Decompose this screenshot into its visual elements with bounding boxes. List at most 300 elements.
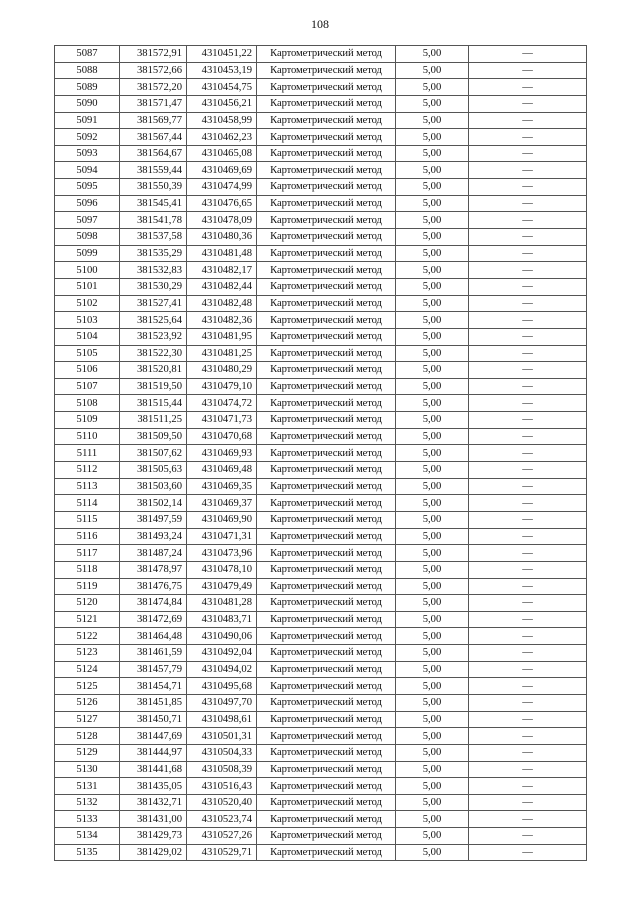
- method-cell: Картометрический метод: [257, 511, 396, 528]
- description-cell: —: [469, 145, 587, 162]
- x-coordinate-cell: 381429,02: [120, 844, 187, 861]
- description-cell: —: [469, 811, 587, 828]
- accuracy-cell: 5,00: [396, 129, 469, 146]
- accuracy-cell: 5,00: [396, 212, 469, 229]
- method-cell: Картометрический метод: [257, 312, 396, 329]
- y-coordinate-cell: 4310508,39: [187, 761, 257, 778]
- method-cell: Картометрический метод: [257, 711, 396, 728]
- y-coordinate-cell: 4310458,99: [187, 112, 257, 129]
- description-cell: —: [469, 528, 587, 545]
- table-row: [55, 495, 587, 512]
- y-coordinate-cell: 4310474,99: [187, 179, 257, 196]
- y-coordinate-cell: 4310516,43: [187, 778, 257, 795]
- method-cell: Картометрический метод: [257, 295, 396, 312]
- y-coordinate-cell: 4310498,61: [187, 711, 257, 728]
- method-cell: Картометрический метод: [257, 794, 396, 811]
- table-row: [55, 694, 587, 711]
- table-row: [55, 678, 587, 695]
- description-cell: —: [469, 295, 587, 312]
- description-cell: —: [469, 79, 587, 96]
- accuracy-cell: 5,00: [396, 495, 469, 512]
- method-cell: Картометрический метод: [257, 728, 396, 745]
- point-number-cell: 5131: [55, 778, 120, 795]
- accuracy-cell: 5,00: [396, 628, 469, 645]
- description-cell: —: [469, 129, 587, 146]
- point-number-cell: 5130: [55, 761, 120, 778]
- accuracy-cell: 5,00: [396, 678, 469, 695]
- description-cell: —: [469, 728, 587, 745]
- y-coordinate-cell: 4310480,29: [187, 362, 257, 379]
- method-cell: Картометрический метод: [257, 744, 396, 761]
- y-coordinate-cell: 4310469,90: [187, 511, 257, 528]
- accuracy-cell: 5,00: [396, 295, 469, 312]
- accuracy-cell: 5,00: [396, 811, 469, 828]
- point-number-cell: 5119: [55, 578, 120, 595]
- method-cell: Картометрический метод: [257, 545, 396, 562]
- point-number-cell: 5129: [55, 744, 120, 761]
- table-row: [55, 229, 587, 246]
- point-number-cell: 5108: [55, 395, 120, 412]
- x-coordinate-cell: 381503,60: [120, 478, 187, 495]
- description-cell: —: [469, 245, 587, 262]
- table-row: [55, 645, 587, 662]
- accuracy-cell: 5,00: [396, 478, 469, 495]
- method-cell: Картометрический метод: [257, 495, 396, 512]
- x-coordinate-cell: 381431,00: [120, 811, 187, 828]
- accuracy-cell: 5,00: [396, 412, 469, 429]
- table-row: [55, 278, 587, 295]
- description-cell: —: [469, 844, 587, 861]
- y-coordinate-cell: 4310465,08: [187, 145, 257, 162]
- table-row: [55, 595, 587, 612]
- y-coordinate-cell: 4310478,09: [187, 212, 257, 229]
- x-coordinate-cell: 381502,14: [120, 495, 187, 512]
- method-cell: Картометрический метод: [257, 278, 396, 295]
- table-row: [55, 545, 587, 562]
- description-cell: —: [469, 62, 587, 79]
- table-row: [55, 129, 587, 146]
- y-coordinate-cell: 4310478,10: [187, 561, 257, 578]
- x-coordinate-cell: 381545,41: [120, 195, 187, 212]
- y-coordinate-cell: 4310469,37: [187, 495, 257, 512]
- method-cell: Картометрический метод: [257, 811, 396, 828]
- table-row: [55, 744, 587, 761]
- method-cell: Картометрический метод: [257, 761, 396, 778]
- accuracy-cell: 5,00: [396, 245, 469, 262]
- x-coordinate-cell: 381505,63: [120, 462, 187, 479]
- description-cell: —: [469, 378, 587, 395]
- x-coordinate-cell: 381564,67: [120, 145, 187, 162]
- x-coordinate-cell: 381550,39: [120, 179, 187, 196]
- accuracy-cell: 5,00: [396, 95, 469, 112]
- table-row: [55, 295, 587, 312]
- table-row: [55, 511, 587, 528]
- table-row: [55, 661, 587, 678]
- y-coordinate-cell: 4310469,48: [187, 462, 257, 479]
- x-coordinate-cell: 381497,59: [120, 511, 187, 528]
- description-cell: —: [469, 179, 587, 196]
- x-coordinate-cell: 381472,69: [120, 611, 187, 628]
- y-coordinate-cell: 4310453,19: [187, 62, 257, 79]
- table-row: [55, 112, 587, 129]
- table-row: [55, 328, 587, 345]
- accuracy-cell: 5,00: [396, 844, 469, 861]
- method-cell: Картометрический метод: [257, 645, 396, 662]
- method-cell: Картометрический метод: [257, 95, 396, 112]
- x-coordinate-cell: 381572,66: [120, 62, 187, 79]
- table-row: [55, 428, 587, 445]
- table-row: [55, 462, 587, 479]
- description-cell: —: [469, 761, 587, 778]
- accuracy-cell: 5,00: [396, 561, 469, 578]
- accuracy-cell: 5,00: [396, 828, 469, 845]
- method-cell: Картометрический метод: [257, 844, 396, 861]
- x-coordinate-cell: 381571,47: [120, 95, 187, 112]
- description-cell: —: [469, 229, 587, 246]
- accuracy-cell: 5,00: [396, 694, 469, 711]
- x-coordinate-cell: 381429,73: [120, 828, 187, 845]
- point-number-cell: 5124: [55, 661, 120, 678]
- method-cell: Картометрический метод: [257, 528, 396, 545]
- accuracy-cell: 5,00: [396, 278, 469, 295]
- y-coordinate-cell: 4310469,69: [187, 162, 257, 179]
- method-cell: Картометрический метод: [257, 362, 396, 379]
- point-number-cell: 5127: [55, 711, 120, 728]
- point-number-cell: 5091: [55, 112, 120, 129]
- description-cell: —: [469, 694, 587, 711]
- description-cell: —: [469, 278, 587, 295]
- coordinates-table: [54, 45, 587, 861]
- point-number-cell: 5087: [55, 46, 120, 63]
- x-coordinate-cell: 381507,62: [120, 445, 187, 462]
- x-coordinate-cell: 381572,91: [120, 46, 187, 63]
- y-coordinate-cell: 4310501,31: [187, 728, 257, 745]
- y-coordinate-cell: 4310469,93: [187, 445, 257, 462]
- accuracy-cell: 5,00: [396, 545, 469, 562]
- table-row: [55, 412, 587, 429]
- y-coordinate-cell: 4310482,48: [187, 295, 257, 312]
- accuracy-cell: 5,00: [396, 145, 469, 162]
- description-cell: —: [469, 645, 587, 662]
- description-cell: —: [469, 778, 587, 795]
- description-cell: —: [469, 511, 587, 528]
- x-coordinate-cell: 381457,79: [120, 661, 187, 678]
- x-coordinate-cell: 381476,75: [120, 578, 187, 595]
- table-row: [55, 195, 587, 212]
- description-cell: —: [469, 362, 587, 379]
- accuracy-cell: 5,00: [396, 578, 469, 595]
- table-row: [55, 262, 587, 279]
- x-coordinate-cell: 381444,97: [120, 744, 187, 761]
- x-coordinate-cell: 381451,85: [120, 694, 187, 711]
- x-coordinate-cell: 381525,64: [120, 312, 187, 329]
- table-row: [55, 378, 587, 395]
- point-number-cell: 5095: [55, 179, 120, 196]
- description-cell: —: [469, 611, 587, 628]
- x-coordinate-cell: 381523,92: [120, 328, 187, 345]
- table-row: [55, 46, 587, 63]
- table-row: [55, 828, 587, 845]
- point-number-cell: 5120: [55, 595, 120, 612]
- method-cell: Картометрический метод: [257, 395, 396, 412]
- description-cell: —: [469, 412, 587, 429]
- method-cell: Картометрический метод: [257, 661, 396, 678]
- x-coordinate-cell: 381532,83: [120, 262, 187, 279]
- y-coordinate-cell: 4310456,21: [187, 95, 257, 112]
- table-row: [55, 179, 587, 196]
- method-cell: Картометрический метод: [257, 129, 396, 146]
- method-cell: Картометрический метод: [257, 595, 396, 612]
- method-cell: Картометрический метод: [257, 245, 396, 262]
- y-coordinate-cell: 4310527,26: [187, 828, 257, 845]
- table-row: [55, 95, 587, 112]
- point-number-cell: 5121: [55, 611, 120, 628]
- y-coordinate-cell: 4310523,74: [187, 811, 257, 828]
- y-coordinate-cell: 4310482,44: [187, 278, 257, 295]
- method-cell: Картометрический метод: [257, 462, 396, 479]
- description-cell: —: [469, 212, 587, 229]
- x-coordinate-cell: 381474,84: [120, 595, 187, 612]
- description-cell: —: [469, 595, 587, 612]
- table-row: [55, 245, 587, 262]
- point-number-cell: 5110: [55, 428, 120, 445]
- point-number-cell: 5106: [55, 362, 120, 379]
- description-cell: —: [469, 661, 587, 678]
- y-coordinate-cell: 4310481,48: [187, 245, 257, 262]
- y-coordinate-cell: 4310479,49: [187, 578, 257, 595]
- description-cell: —: [469, 46, 587, 63]
- point-number-cell: 5128: [55, 728, 120, 745]
- method-cell: Картометрический метод: [257, 229, 396, 246]
- accuracy-cell: 5,00: [396, 112, 469, 129]
- y-coordinate-cell: 4310494,02: [187, 661, 257, 678]
- method-cell: Картометрический метод: [257, 828, 396, 845]
- y-coordinate-cell: 4310469,35: [187, 478, 257, 495]
- y-coordinate-cell: 4310451,22: [187, 46, 257, 63]
- page-number: 108: [311, 17, 329, 31]
- point-number-cell: 5105: [55, 345, 120, 362]
- point-number-cell: 5092: [55, 129, 120, 146]
- table-row: [55, 345, 587, 362]
- y-coordinate-cell: 4310474,72: [187, 395, 257, 412]
- point-number-cell: 5111: [55, 445, 120, 462]
- description-cell: —: [469, 95, 587, 112]
- x-coordinate-cell: 381441,68: [120, 761, 187, 778]
- description-cell: —: [469, 711, 587, 728]
- y-coordinate-cell: 4310495,68: [187, 678, 257, 695]
- y-coordinate-cell: 4310492,04: [187, 645, 257, 662]
- method-cell: Картометрический метод: [257, 195, 396, 212]
- y-coordinate-cell: 4310529,71: [187, 844, 257, 861]
- y-coordinate-cell: 4310481,25: [187, 345, 257, 362]
- point-number-cell: 5101: [55, 278, 120, 295]
- method-cell: Картометрический метод: [257, 345, 396, 362]
- x-coordinate-cell: 381530,29: [120, 278, 187, 295]
- point-number-cell: 5112: [55, 462, 120, 479]
- y-coordinate-cell: 4310479,10: [187, 378, 257, 395]
- method-cell: Картометрический метод: [257, 478, 396, 495]
- y-coordinate-cell: 4310490,06: [187, 628, 257, 645]
- y-coordinate-cell: 4310481,95: [187, 328, 257, 345]
- accuracy-cell: 5,00: [396, 328, 469, 345]
- point-number-cell: 5099: [55, 245, 120, 262]
- table-row: [55, 145, 587, 162]
- x-coordinate-cell: 381522,30: [120, 345, 187, 362]
- description-cell: —: [469, 428, 587, 445]
- description-cell: —: [469, 445, 587, 462]
- y-coordinate-cell: 4310471,31: [187, 528, 257, 545]
- x-coordinate-cell: 381478,97: [120, 561, 187, 578]
- accuracy-cell: 5,00: [396, 611, 469, 628]
- accuracy-cell: 5,00: [396, 428, 469, 445]
- accuracy-cell: 5,00: [396, 528, 469, 545]
- x-coordinate-cell: 381535,29: [120, 245, 187, 262]
- table-row: [55, 728, 587, 745]
- method-cell: Картометрический метод: [257, 611, 396, 628]
- y-coordinate-cell: 4310520,40: [187, 794, 257, 811]
- point-number-cell: 5113: [55, 478, 120, 495]
- method-cell: Картометрический метод: [257, 112, 396, 129]
- method-cell: Картометрический метод: [257, 179, 396, 196]
- point-number-cell: 5100: [55, 262, 120, 279]
- description-cell: —: [469, 495, 587, 512]
- table-row: [55, 711, 587, 728]
- table-row: [55, 162, 587, 179]
- x-coordinate-cell: 381447,69: [120, 728, 187, 745]
- description-cell: —: [469, 345, 587, 362]
- table-row: [55, 578, 587, 595]
- y-coordinate-cell: 4310481,28: [187, 595, 257, 612]
- table-row: [55, 561, 587, 578]
- x-coordinate-cell: 381520,81: [120, 362, 187, 379]
- method-cell: Картометрический метод: [257, 778, 396, 795]
- table-row: [55, 395, 587, 412]
- point-number-cell: 5116: [55, 528, 120, 545]
- y-coordinate-cell: 4310476,65: [187, 195, 257, 212]
- accuracy-cell: 5,00: [396, 195, 469, 212]
- description-cell: —: [469, 462, 587, 479]
- x-coordinate-cell: 381569,77: [120, 112, 187, 129]
- method-cell: Картометрический метод: [257, 162, 396, 179]
- method-cell: Картометрический метод: [257, 412, 396, 429]
- description-cell: —: [469, 794, 587, 811]
- accuracy-cell: 5,00: [396, 445, 469, 462]
- point-number-cell: 5115: [55, 511, 120, 528]
- x-coordinate-cell: 381515,44: [120, 395, 187, 412]
- point-number-cell: 5094: [55, 162, 120, 179]
- method-cell: Картометрический метод: [257, 79, 396, 96]
- accuracy-cell: 5,00: [396, 362, 469, 379]
- x-coordinate-cell: 381519,50: [120, 378, 187, 395]
- method-cell: Картометрический метод: [257, 62, 396, 79]
- table-row: [55, 79, 587, 96]
- method-cell: Картометрический метод: [257, 578, 396, 595]
- method-cell: Картометрический метод: [257, 445, 396, 462]
- table-row: [55, 628, 587, 645]
- point-number-cell: 5134: [55, 828, 120, 845]
- table-row: [55, 362, 587, 379]
- y-coordinate-cell: 4310497,70: [187, 694, 257, 711]
- point-number-cell: 5097: [55, 212, 120, 229]
- point-number-cell: 5109: [55, 412, 120, 429]
- point-number-cell: 5098: [55, 229, 120, 246]
- x-coordinate-cell: 381432,71: [120, 794, 187, 811]
- accuracy-cell: 5,00: [396, 462, 469, 479]
- method-cell: Картометрический метод: [257, 428, 396, 445]
- accuracy-cell: 5,00: [396, 162, 469, 179]
- x-coordinate-cell: 381567,44: [120, 129, 187, 146]
- accuracy-cell: 5,00: [396, 711, 469, 728]
- accuracy-cell: 5,00: [396, 312, 469, 329]
- point-number-cell: 5089: [55, 79, 120, 96]
- description-cell: —: [469, 628, 587, 645]
- point-number-cell: 5114: [55, 495, 120, 512]
- accuracy-cell: 5,00: [396, 728, 469, 745]
- accuracy-cell: 5,00: [396, 345, 469, 362]
- accuracy-cell: 5,00: [396, 262, 469, 279]
- point-number-cell: 5123: [55, 645, 120, 662]
- point-number-cell: 5102: [55, 295, 120, 312]
- x-coordinate-cell: 381454,71: [120, 678, 187, 695]
- point-number-cell: 5090: [55, 95, 120, 112]
- point-number-cell: 5096: [55, 195, 120, 212]
- method-cell: Картометрический метод: [257, 694, 396, 711]
- accuracy-cell: 5,00: [396, 229, 469, 246]
- method-cell: Картометрический метод: [257, 628, 396, 645]
- point-number-cell: 5126: [55, 694, 120, 711]
- method-cell: Картометрический метод: [257, 561, 396, 578]
- point-number-cell: 5122: [55, 628, 120, 645]
- description-cell: —: [469, 195, 587, 212]
- point-number-cell: 5132: [55, 794, 120, 811]
- table-row: [55, 794, 587, 811]
- table-row: [55, 478, 587, 495]
- x-coordinate-cell: 381509,50: [120, 428, 187, 445]
- point-number-cell: 5093: [55, 145, 120, 162]
- accuracy-cell: 5,00: [396, 761, 469, 778]
- accuracy-cell: 5,00: [396, 595, 469, 612]
- y-coordinate-cell: 4310504,33: [187, 744, 257, 761]
- accuracy-cell: 5,00: [396, 645, 469, 662]
- point-number-cell: 5103: [55, 312, 120, 329]
- point-number-cell: 5117: [55, 545, 120, 562]
- x-coordinate-cell: 381541,78: [120, 212, 187, 229]
- description-cell: —: [469, 262, 587, 279]
- point-number-cell: 5107: [55, 378, 120, 395]
- table-row: [55, 811, 587, 828]
- description-cell: —: [469, 328, 587, 345]
- description-cell: —: [469, 478, 587, 495]
- accuracy-cell: 5,00: [396, 511, 469, 528]
- point-number-cell: 5125: [55, 678, 120, 695]
- method-cell: Картометрический метод: [257, 328, 396, 345]
- y-coordinate-cell: 4310470,68: [187, 428, 257, 445]
- accuracy-cell: 5,00: [396, 79, 469, 96]
- point-number-cell: 5135: [55, 844, 120, 861]
- description-cell: —: [469, 744, 587, 761]
- description-cell: —: [469, 828, 587, 845]
- y-coordinate-cell: 4310483,71: [187, 611, 257, 628]
- table-row: [55, 761, 587, 778]
- method-cell: Картометрический метод: [257, 262, 396, 279]
- table-row: [55, 778, 587, 795]
- x-coordinate-cell: 381537,58: [120, 229, 187, 246]
- y-coordinate-cell: 4310462,23: [187, 129, 257, 146]
- table-row: [55, 528, 587, 545]
- method-cell: Картометрический метод: [257, 145, 396, 162]
- x-coordinate-cell: 381464,48: [120, 628, 187, 645]
- y-coordinate-cell: 4310471,73: [187, 412, 257, 429]
